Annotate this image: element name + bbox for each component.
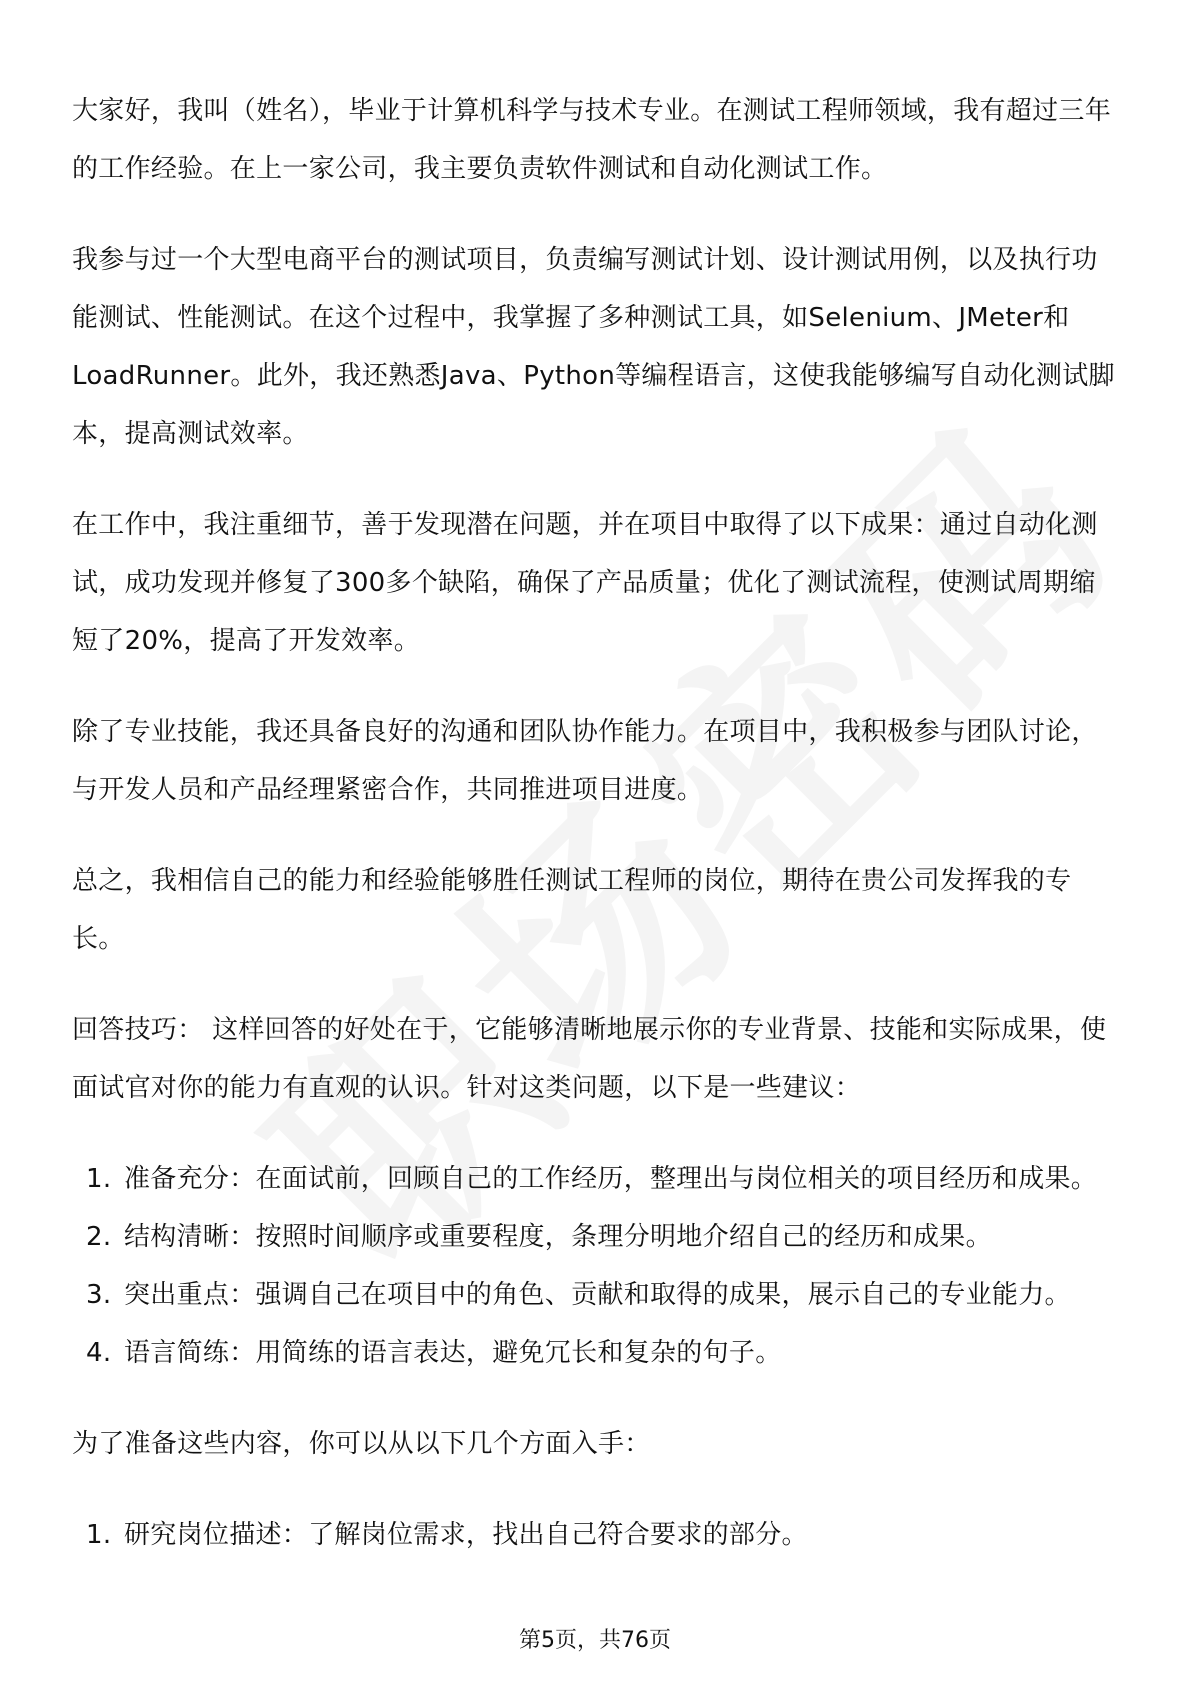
list-item <box>72 1208 1118 1266</box>
list-item <box>72 1506 1118 1564</box>
list-item <box>72 1324 1118 1382</box>
list-item-text: 结构清晰：按照时间顺序或重要程度，条理分明地介绍自己的经历和成果。 <box>124 1222 992 1252</box>
list-item <box>72 1266 1118 1324</box>
page-content <box>72 82 1118 1597</box>
list-item-number: 3. <box>86 1280 112 1310</box>
paragraph-answer-tips: 回答技巧： 这样回答的好处在于，它能够清晰地展示你的专业背景、技能和实际成果，使面试官对你的能力有直观的认识。针对这类问题，以下是一些建议： <box>72 1015 1107 1103</box>
list-item-number: 1. <box>86 1164 112 1194</box>
paragraph-conclusion: 总之，我相信自己的能力和经验能够胜任测试工程师的岗位，期待在贵公司发挥我的专长。 <box>72 866 1072 954</box>
tips-list <box>72 1150 1118 1382</box>
list-item-number: 2. <box>86 1222 112 1252</box>
paragraph-achievements: 在工作中，我注重细节，善于发现潜在问题，并在项目中取得了以下成果：通过自动化测试，成功发现并修复了300多个缺陷，确保了产品质量；优化了测试流程，使测试周期缩短了20%，提高了开发效率。 <box>72 510 1098 656</box>
list-item-text: 研究岗位描述：了解岗位需求，找出自己符合要求的部分。 <box>124 1520 808 1550</box>
list-item-text: 突出重点：强调自己在项目中的角色、贡献和取得的成果，展示自己的专业能力。 <box>124 1280 1071 1310</box>
paragraph-project-experience: 我参与过一个大型电商平台的测试项目，负责编写测试计划、设计测试用例，以及执行功能测试、性能测试。在这个过程中，我掌握了多种测试工具，如Selenium、JMeter和LoadRunner。此外，我还熟悉Java、Python等编程语言，这使我能够编写自动化测试脚本，提高测试效率。 <box>72 245 1115 449</box>
list-item-text: 语言简练：用简练的语言表达，避免冗长和复杂的句子。 <box>124 1338 782 1368</box>
list-item-number: 1. <box>86 1520 112 1550</box>
list-item-text: 准备充分：在面试前，回顾自己的工作经历，整理出与岗位相关的项目经历和成果。 <box>124 1164 1098 1194</box>
list-item-number: 4. <box>86 1338 112 1368</box>
page-footer: 第5页，共76页 <box>519 1628 671 1653</box>
paragraph-intro: 大家好，我叫（姓名），毕业于计算机科学与技术专业。在测试工程师领域，我有超过三年的工作经验。在上一家公司，我主要负责软件测试和自动化测试工作。 <box>72 96 1112 184</box>
prep-list <box>72 1506 1118 1564</box>
paragraph-prep-intro: 为了准备这些内容，你可以从以下几个方面入手： <box>72 1429 651 1459</box>
paragraph-teamwork: 除了专业技能，我还具备良好的沟通和团队协作能力。在项目中，我积极参与团队讨论，与开发人员和产品经理紧密合作，共同推进项目进度。 <box>72 717 1098 805</box>
list-item <box>72 1150 1118 1208</box>
